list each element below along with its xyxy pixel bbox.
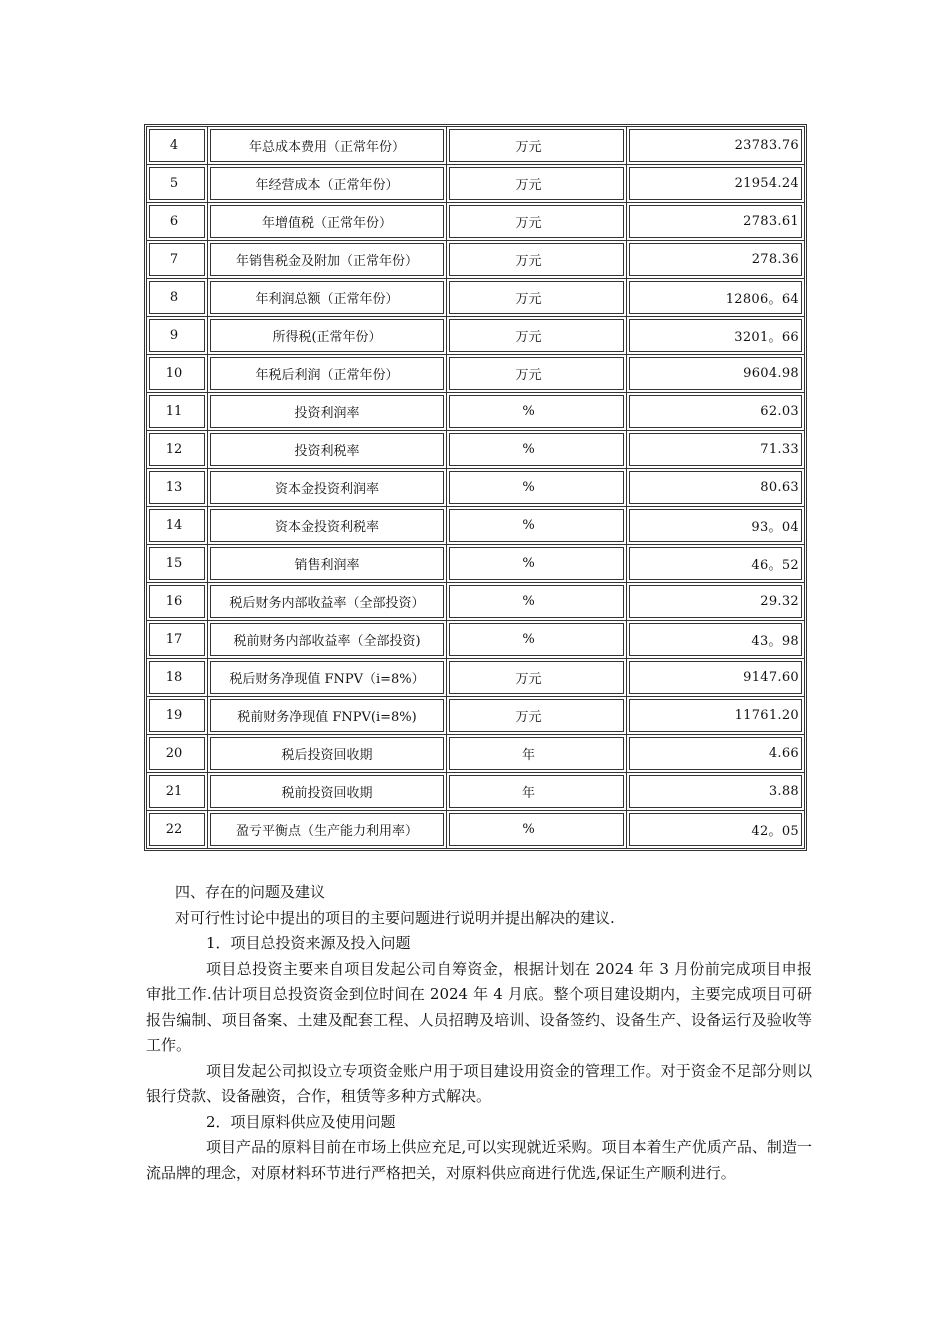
unit-cell-box (449, 319, 624, 352)
row-number-cell-text: 15 (165, 556, 183, 571)
indicator-name-cell-text: 税后财务净现值 FNPV（i=8%） (229, 672, 425, 687)
value-cell-text: 11761.20 (734, 708, 799, 723)
indicator-name-cell-box (210, 167, 444, 200)
row-number-cell-box (149, 813, 205, 846)
indicator-name-cell-box (210, 129, 444, 162)
row-number-cell-box (149, 319, 205, 352)
unit-cell (447, 469, 627, 507)
unit-cell (447, 393, 627, 431)
indicator-name-cell (208, 317, 447, 355)
table-row (147, 507, 804, 545)
indicator-name-cell (208, 393, 447, 431)
table-row (147, 355, 804, 393)
row-number-cell (147, 621, 208, 659)
row-number-cell-text: 9 (169, 328, 179, 343)
subsection-1-heading: 1．项目总投资来源及投入问题 (206, 934, 411, 952)
issues-and-suggestions-section (146, 880, 812, 1186)
row-number-cell (147, 393, 208, 431)
unit-cell (447, 127, 627, 165)
unit-cell-text: % (522, 594, 535, 609)
row-number-cell-text: 10 (165, 366, 183, 381)
indicator-name-cell-text: 年税后利润（正常年份） (255, 368, 399, 383)
indicator-name-cell-box (210, 357, 444, 390)
indicator-name-cell (208, 241, 447, 279)
unit-cell-text: % (522, 518, 535, 533)
row-number-cell-text: 4 (169, 138, 179, 153)
unit-cell-box (449, 623, 624, 656)
row-number-cell (147, 469, 208, 507)
unit-cell (447, 773, 627, 811)
row-number-cell-text: 6 (169, 214, 179, 229)
value-cell-box (629, 281, 802, 314)
row-number-cell (147, 811, 208, 848)
indicator-name-cell-box (210, 395, 444, 428)
table-row (147, 659, 804, 697)
value-cell (627, 279, 804, 317)
row-number-cell-text: 18 (165, 670, 183, 685)
table-row (147, 203, 804, 241)
row-number-cell-box (149, 585, 205, 618)
row-number-cell-box (149, 623, 205, 656)
value-cell (627, 241, 804, 279)
value-cell-box (629, 737, 802, 770)
indicator-name-cell-box (210, 433, 444, 466)
row-number-cell (147, 507, 208, 545)
table-row (147, 393, 804, 431)
row-number-cell-text: 16 (165, 594, 183, 609)
value-cell-box (629, 243, 802, 276)
value-cell (627, 431, 804, 469)
unit-cell (447, 431, 627, 469)
table-body (147, 127, 804, 848)
unit-cell-box (449, 433, 624, 466)
value-cell-text: 3.88 (768, 784, 799, 799)
value-cell-box (629, 167, 802, 200)
row-number-cell-text: 20 (165, 746, 183, 761)
value-cell-box (629, 775, 802, 808)
subsection-1-paragraph-2: 项目发起公司拟设立专项资金账户用于项目建设用资金的管理工作。对于资金不足部分则以银行贷款、设备融资，合作，租赁等多种方式解决。 (146, 1061, 812, 1105)
unit-cell-text: % (522, 632, 535, 647)
indicator-name-cell (208, 127, 447, 165)
row-number-cell (147, 431, 208, 469)
table-row (147, 279, 804, 317)
indicator-name-cell-box (210, 623, 444, 656)
table-row (147, 735, 804, 773)
indicator-name-cell-box (210, 281, 444, 314)
table-row (147, 697, 804, 735)
table-row (147, 127, 804, 165)
unit-cell-text: 万元 (515, 672, 542, 687)
row-number-cell-text: 7 (169, 252, 179, 267)
value-cell (627, 507, 804, 545)
row-number-cell (147, 659, 208, 697)
value-cell-text: 71.33 (760, 442, 799, 457)
value-cell-box (629, 661, 802, 694)
value-cell (627, 469, 804, 507)
value-cell-text: 278.36 (751, 252, 799, 267)
row-number-cell (147, 545, 208, 583)
indicator-name-cell-text: 盈亏平衡点（生产能力利用率） (235, 824, 418, 840)
unit-cell-box (449, 205, 624, 238)
value-cell-text: 62.03 (760, 404, 799, 419)
subsection-2-heading: 2．项目原料供应及使用问题 (206, 1112, 396, 1131)
value-cell (627, 317, 804, 355)
value-cell (627, 127, 804, 165)
value-cell-text: 80.63 (760, 480, 799, 495)
value-cell-text: 3201。66 (734, 330, 799, 345)
row-number-cell-box (149, 281, 205, 314)
unit-cell-box (449, 471, 624, 504)
row-number-cell-text: 5 (169, 176, 179, 191)
row-number-cell-box (149, 547, 205, 580)
row-number-cell (147, 773, 208, 811)
value-cell-box (629, 623, 802, 656)
value-cell (627, 697, 804, 735)
unit-cell (447, 735, 627, 773)
unit-cell (447, 203, 627, 241)
row-number-cell (147, 279, 208, 317)
value-cell-text: 12806。64 (725, 292, 799, 307)
indicator-name-cell-box (210, 699, 444, 732)
indicators-table-grid (147, 127, 804, 848)
indicator-name-cell-text: 税前财务内部收益率（全部投资) (233, 634, 421, 649)
value-cell (627, 583, 804, 621)
unit-cell-text: 万元 (515, 292, 542, 307)
value-cell-box (629, 471, 802, 504)
value-cell-text: 93。04 (751, 520, 799, 535)
unit-cell (447, 279, 627, 317)
unit-cell-box (449, 281, 624, 314)
value-cell (627, 811, 804, 848)
unit-cell-text: 万元 (515, 330, 542, 345)
unit-cell-text: 万元 (515, 178, 542, 193)
row-number-cell-box (149, 129, 205, 162)
value-cell-text: 42。05 (751, 824, 799, 840)
row-number-cell (147, 317, 208, 355)
row-number-cell (147, 735, 208, 773)
indicator-name-cell-box (210, 509, 444, 542)
value-cell-text: 2783.61 (743, 214, 799, 229)
value-cell-box (629, 813, 802, 846)
section-heading: 四、存在的问题及建议 (175, 883, 326, 901)
value-cell-box (629, 357, 802, 390)
indicator-name-cell (208, 355, 447, 393)
row-number-cell-box (149, 205, 205, 238)
unit-cell-text: % (522, 480, 535, 495)
row-number-cell-text: 12 (165, 442, 183, 457)
value-cell-text: 46。52 (751, 558, 799, 573)
value-cell-box (629, 585, 802, 618)
indicator-name-cell-text: 投资利润率 (294, 406, 360, 421)
table-row (147, 621, 804, 659)
unit-cell-box (449, 167, 624, 200)
row-number-cell-box (149, 661, 205, 694)
row-number-cell-box (149, 471, 205, 504)
unit-cell (447, 659, 627, 697)
unit-cell-box (449, 813, 624, 846)
indicator-name-cell-text: 资本金投资利润率 (274, 482, 379, 497)
indicator-name-cell-text: 年经营成本（正常年份） (255, 178, 399, 193)
value-cell (627, 393, 804, 431)
subsection-2-paragraph-1: 项目产品的原料目前在市场上供应充足,可以实现就近采购。项目本着生产优质产品、制造一流品牌的理念，对原材料环节进行严格把关，对原料供应商进行优选,保证生产顺利进行。 (146, 1138, 812, 1182)
indicator-name-cell-box (210, 319, 444, 352)
value-cell (627, 773, 804, 811)
row-number-cell-text: 21 (165, 784, 183, 799)
unit-cell (447, 317, 627, 355)
value-cell-text: 21954.24 (734, 176, 799, 191)
indicator-name-cell-text: 年利润总额（正常年份） (255, 292, 399, 307)
financial-indicators-table (144, 124, 807, 851)
row-number-cell-text: 8 (169, 290, 179, 305)
indicator-name-cell-box (210, 547, 444, 580)
indicator-name-cell-text: 税前财务净现值 FNPV(i=8%) (237, 710, 417, 725)
indicator-name-cell (208, 279, 447, 317)
value-cell-text: 4.66 (768, 746, 799, 761)
indicator-name-cell-box (210, 661, 444, 694)
unit-cell-text: % (522, 404, 535, 419)
unit-cell-text: 万元 (515, 140, 542, 155)
indicator-name-cell (208, 431, 447, 469)
indicator-name-cell (208, 773, 447, 811)
indicator-name-cell (208, 545, 447, 583)
indicator-name-cell (208, 697, 447, 735)
row-number-cell-text: 17 (165, 632, 183, 647)
value-cell-text: 9604.98 (743, 366, 799, 381)
row-number-cell (147, 583, 208, 621)
value-cell-box (629, 699, 802, 732)
unit-cell-box (449, 699, 624, 732)
unit-cell (447, 583, 627, 621)
row-number-cell (147, 355, 208, 393)
indicator-name-cell (208, 659, 447, 697)
unit-cell-box (449, 661, 624, 694)
value-cell (627, 165, 804, 203)
indicator-name-cell-box (210, 243, 444, 276)
unit-cell-box (449, 509, 624, 542)
section-lead-paragraph: 对可行性讨论中提出的项目的主要问题进行说明并提出解决的建议. (175, 908, 615, 927)
unit-cell-box (449, 585, 624, 618)
value-cell-box (629, 319, 802, 352)
unit-cell-text: % (522, 822, 535, 838)
unit-cell (447, 811, 627, 848)
value-cell-text: 29.32 (760, 594, 799, 609)
indicator-name-cell-box (210, 813, 444, 846)
value-cell-box (629, 547, 802, 580)
table-row (147, 469, 804, 507)
table-row (147, 545, 804, 583)
indicator-name-cell-box (210, 471, 444, 504)
value-cell-box (629, 205, 802, 238)
value-cell-box (629, 433, 802, 466)
table-row (147, 241, 804, 279)
value-cell (627, 621, 804, 659)
unit-cell (447, 621, 627, 659)
value-cell-box (629, 509, 802, 542)
unit-cell (447, 355, 627, 393)
indicator-name-cell (208, 811, 447, 848)
indicator-name-cell-box (210, 737, 444, 770)
unit-cell (447, 697, 627, 735)
table-row (147, 811, 804, 848)
unit-cell-text: 万元 (515, 254, 542, 269)
table-row (147, 317, 804, 355)
row-number-cell-box (149, 357, 205, 390)
row-number-cell (147, 203, 208, 241)
unit-cell (447, 507, 627, 545)
row-number-cell-box (149, 243, 205, 276)
row-number-cell (147, 697, 208, 735)
indicator-name-cell-box (210, 775, 444, 808)
indicator-name-cell (208, 469, 447, 507)
table-row (147, 583, 804, 621)
indicator-name-cell-text: 资本金投资利税率 (274, 520, 379, 535)
row-number-cell-text: 11 (165, 404, 183, 419)
indicator-name-cell-text: 投资利税率 (294, 444, 360, 459)
unit-cell (447, 165, 627, 203)
value-cell-box (629, 395, 802, 428)
row-number-cell-text: 22 (165, 822, 183, 838)
unit-cell-box (449, 737, 624, 770)
unit-cell-text: 万元 (515, 216, 542, 231)
indicator-name-cell-text: 年总成本费用（正常年份） (248, 140, 405, 155)
row-number-cell-box (149, 433, 205, 466)
row-number-cell-box (149, 699, 205, 732)
value-cell-text: 23783.76 (734, 138, 799, 153)
unit-cell (447, 545, 627, 583)
unit-cell-box (449, 357, 624, 390)
unit-cell-text: 万元 (515, 368, 542, 383)
indicator-name-cell-text: 所得税(正常年份） (272, 330, 382, 345)
indicator-name-cell-box (210, 205, 444, 238)
row-number-cell-box (149, 509, 205, 542)
value-cell-box (629, 129, 802, 162)
unit-cell-text: 年 (521, 786, 535, 801)
unit-cell-text: % (522, 556, 535, 571)
row-number-cell-text: 19 (165, 708, 183, 723)
unit-cell-text: 年 (521, 748, 535, 763)
row-number-cell (147, 241, 208, 279)
unit-cell-box (449, 129, 624, 162)
unit-cell-box (449, 243, 624, 276)
indicator-name-cell-text: 年销售税金及附加（正常年份） (235, 254, 418, 269)
row-number-cell (147, 127, 208, 165)
row-number-cell-box (149, 775, 205, 808)
indicator-name-cell-text: 销售利润率 (294, 558, 360, 573)
row-number-cell-box (149, 737, 205, 770)
value-cell (627, 545, 804, 583)
indicator-name-cell (208, 165, 447, 203)
indicator-name-cell-text: 税后投资回收期 (281, 748, 373, 763)
unit-cell-box (449, 395, 624, 428)
value-cell-text: 9147.60 (743, 670, 799, 685)
row-number-cell-box (149, 395, 205, 428)
indicator-name-cell-text: 年增值税（正常年份） (261, 216, 392, 231)
unit-cell-box (449, 547, 624, 580)
value-cell (627, 355, 804, 393)
table-row (147, 431, 804, 469)
indicator-name-cell-text: 税前投资回收期 (281, 786, 373, 801)
row-number-cell-text: 14 (165, 518, 183, 533)
indicator-name-cell (208, 507, 447, 545)
table-row (147, 165, 804, 203)
indicator-name-cell-box (210, 585, 444, 618)
table-row (147, 773, 804, 811)
indicator-name-cell (208, 735, 447, 773)
row-number-cell (147, 165, 208, 203)
indicator-name-cell (208, 583, 447, 621)
row-number-cell-text: 13 (165, 480, 183, 495)
value-cell-text: 43。98 (751, 634, 799, 649)
value-cell (627, 735, 804, 773)
unit-cell-box (449, 775, 624, 808)
indicator-name-cell (208, 621, 447, 659)
row-number-cell-box (149, 167, 205, 200)
unit-cell-text: 万元 (515, 710, 542, 725)
indicator-name-cell (208, 203, 447, 241)
subsection-1-paragraph-1: 项目总投资主要来自项目发起公司自筹资金，根据计划在 2024 年 3 月份前完成项目申报审批工作.估计项目总投资资金到位时间在 2024 年 4 月底。整个项目建设期内，主要完成项目可研报告编制、项目备案、土建及配套工程、人员招聘及培训、设备签约、设备生产、设备运行及验收等工作。 (146, 959, 812, 1054)
unit-cell (447, 241, 627, 279)
unit-cell-text: % (522, 442, 535, 457)
value-cell (627, 203, 804, 241)
value-cell (627, 659, 804, 697)
indicator-name-cell-text: 税后财务内部收益率（全部投资） (229, 596, 425, 611)
